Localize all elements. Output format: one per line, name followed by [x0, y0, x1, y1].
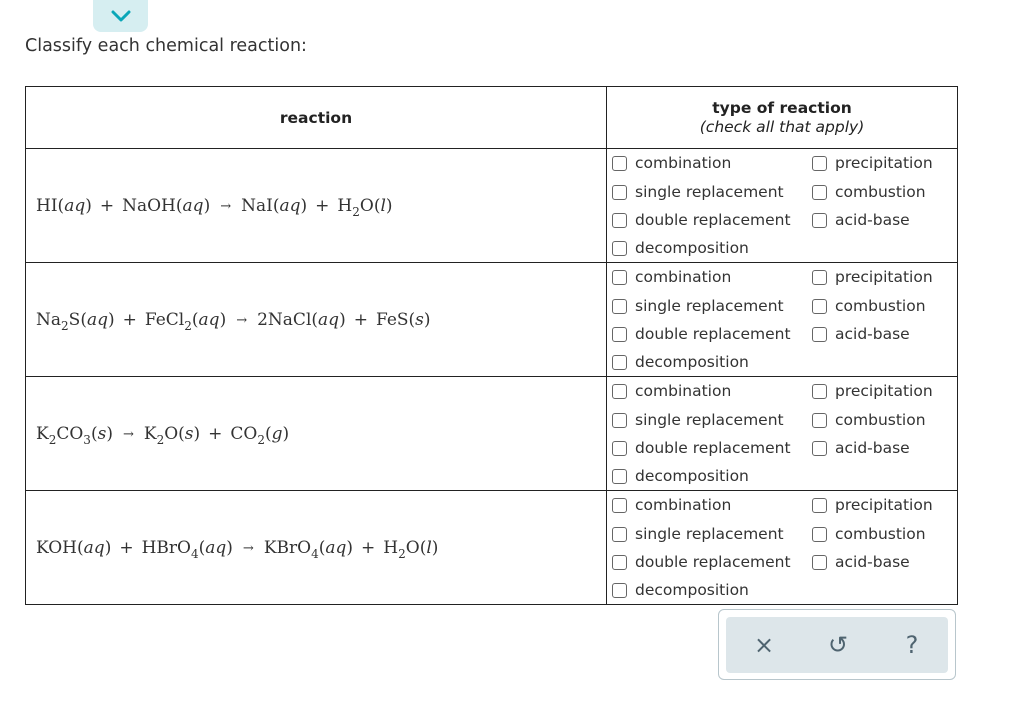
option-label: combination: [635, 268, 732, 286]
reaction-header: reaction: [26, 87, 607, 149]
phase-label: aq: [86, 309, 108, 330]
reaction-type-options: [607, 491, 958, 605]
plus-sign: +: [353, 309, 368, 330]
option-decomposition[interactable]: [612, 466, 749, 486]
checkbox-single-replacement[interactable]: [612, 185, 627, 200]
species: HBrO$_4$(aq): [141, 537, 233, 561]
option-double-replacement[interactable]: [612, 210, 791, 230]
option-label: precipitation: [835, 268, 933, 286]
option-label: acid-base: [835, 439, 910, 457]
formula-text: HI: [36, 195, 58, 216]
formula-subscript: 2: [352, 204, 360, 219]
formula-text: O: [359, 195, 374, 216]
checkbox-acid-base[interactable]: [812, 555, 827, 570]
checkbox-precipitation[interactable]: [812, 384, 827, 399]
question-prompt: Classify each chemical reaction:: [25, 36, 307, 56]
checkbox-acid-base[interactable]: [812, 213, 827, 228]
option-label: combustion: [835, 525, 926, 543]
reaction-equation: [26, 149, 607, 263]
plus-sign: +: [122, 309, 137, 330]
option-label: combustion: [835, 183, 926, 201]
species: NaI(aq): [241, 195, 308, 216]
checkbox-combination[interactable]: [612, 498, 627, 513]
answer-toolbar: [718, 609, 956, 680]
reaction-row-1: [26, 149, 958, 263]
phase-label: l: [426, 537, 432, 558]
plus-sign: +: [99, 195, 115, 216]
option-decomposition[interactable]: [612, 352, 749, 372]
formula-text: S: [68, 309, 81, 330]
formula-text: NaI: [241, 195, 273, 216]
checkbox-double-replacement[interactable]: [612, 327, 627, 342]
checkbox-single-replacement[interactable]: [612, 527, 627, 542]
option-label: single replacement: [635, 183, 784, 201]
reaction-type-options: [607, 263, 958, 377]
option-label: combination: [635, 496, 732, 514]
option-acid-base[interactable]: [812, 324, 910, 344]
option-label: acid-base: [835, 325, 910, 343]
phase-label: aq: [182, 195, 204, 216]
option-label: single replacement: [635, 297, 784, 315]
formula-subscript: 2: [398, 546, 406, 561]
option-label: double replacement: [635, 553, 791, 571]
reaction-arrow: →: [242, 540, 254, 556]
phase-label: aq: [205, 537, 227, 558]
option-label: combination: [635, 382, 732, 400]
formula-text: H: [383, 537, 399, 558]
checkbox-precipitation[interactable]: [812, 498, 827, 513]
checkbox-combustion[interactable]: [812, 299, 827, 314]
phase-label: aq: [325, 537, 347, 558]
checkbox-double-replacement[interactable]: [612, 441, 627, 456]
option-label: single replacement: [635, 411, 784, 429]
formula-text: Na: [36, 309, 62, 330]
reaction-arrow: →: [122, 426, 134, 442]
checkbox-acid-base[interactable]: [812, 441, 827, 456]
option-label: acid-base: [835, 211, 910, 229]
option-label: combustion: [835, 297, 926, 315]
help-button[interactable]: [882, 617, 942, 673]
checkbox-double-replacement[interactable]: [612, 213, 627, 228]
option-combustion[interactable]: [812, 182, 926, 202]
option-label: combination: [635, 154, 732, 172]
option-single-replacement[interactable]: [612, 410, 784, 430]
option-precipitation[interactable]: [812, 267, 933, 287]
option-label: double replacement: [635, 211, 791, 229]
option-combination[interactable]: [612, 381, 731, 401]
checkbox-decomposition[interactable]: [612, 241, 627, 256]
option-label: decomposition: [635, 467, 749, 485]
species: KBrO$_4$(aq): [263, 537, 354, 561]
option-label: acid-base: [835, 553, 910, 571]
phase-label: aq: [64, 195, 86, 216]
checkbox-precipitation[interactable]: [812, 270, 827, 285]
formula-text: HBrO: [141, 537, 191, 558]
option-single-replacement[interactable]: [612, 524, 784, 544]
undo-button[interactable]: [808, 617, 868, 673]
option-label: decomposition: [635, 239, 749, 257]
reaction-table: [25, 86, 958, 605]
formula-text: K: [143, 423, 157, 444]
option-combination[interactable]: [612, 267, 731, 287]
reaction-type-options: [607, 149, 958, 263]
reaction-row-2: [26, 263, 958, 377]
reaction-row-3: [26, 377, 958, 491]
checkbox-combination[interactable]: [612, 384, 627, 399]
option-label: decomposition: [635, 581, 749, 599]
reaction-equation: [26, 263, 607, 377]
type-header: [607, 87, 958, 149]
formula-text: FeCl: [144, 309, 185, 330]
checkbox-decomposition[interactable]: [612, 469, 627, 484]
formula-subscript: 2: [184, 318, 192, 333]
checkbox-combustion[interactable]: [812, 527, 827, 542]
checkbox-single-replacement[interactable]: [612, 413, 627, 428]
option-combination[interactable]: [612, 153, 731, 173]
checkbox-combustion[interactable]: [812, 413, 827, 428]
option-double-replacement[interactable]: [612, 438, 791, 458]
option-label: combustion: [835, 411, 926, 429]
formula-text: KOH: [36, 537, 78, 558]
checkbox-combustion[interactable]: [812, 185, 827, 200]
option-combination[interactable]: [612, 495, 731, 515]
type-header-title: type of reaction: [712, 99, 852, 117]
species: HI(aq): [36, 195, 92, 216]
option-combustion[interactable]: [812, 410, 926, 430]
formula-text: CO: [230, 423, 258, 444]
option-precipitation[interactable]: [812, 381, 933, 401]
option-double-replacement[interactable]: [612, 324, 791, 344]
formula-text: FeS: [375, 309, 409, 330]
option-single-replacement[interactable]: [612, 296, 784, 316]
species: $H_2O(l)$: [337, 195, 393, 219]
help-icon: ?: [905, 631, 919, 659]
reaction-arrow: →: [220, 198, 232, 214]
reaction-arrow: →: [236, 312, 248, 328]
option-precipitation[interactable]: [812, 495, 933, 515]
option-label: single replacement: [635, 525, 784, 543]
toolbar-panel: [726, 617, 948, 673]
species: KOH(aq): [36, 537, 112, 558]
species: NaOH(aq): [122, 195, 211, 216]
formula-text: K: [36, 423, 49, 444]
option-combustion[interactable]: [812, 296, 926, 316]
checkbox-single-replacement[interactable]: [612, 299, 627, 314]
option-label: decomposition: [635, 353, 749, 371]
option-acid-base[interactable]: [812, 438, 910, 458]
formula-text: 2NaCl: [257, 309, 312, 330]
phase-label: l: [380, 195, 386, 216]
plus-sign: +: [119, 537, 134, 558]
formula-text: NaOH: [122, 195, 176, 216]
close-icon: ×: [753, 631, 775, 659]
option-combustion[interactable]: [812, 524, 926, 544]
formula-subscript: 4: [190, 546, 199, 561]
checkbox-decomposition[interactable]: [612, 583, 627, 598]
reaction-type-options: [607, 377, 958, 491]
option-label: double replacement: [635, 325, 791, 343]
species: $K_2CO_3(s)$: [36, 423, 113, 447]
collapse-toggle[interactable]: [93, 0, 148, 32]
checkbox-decomposition[interactable]: [612, 355, 627, 370]
species: $K_2O(s)$: [143, 423, 201, 447]
checkbox-acid-base[interactable]: [812, 327, 827, 342]
checkbox-combination[interactable]: [612, 156, 627, 171]
option-double-replacement[interactable]: [612, 552, 791, 572]
formula-subscript: 2: [61, 318, 69, 333]
species: $CO_2(g)$: [230, 423, 290, 447]
species: FeCl$_2$(aq): [144, 309, 227, 333]
phase-label: g: [271, 423, 283, 444]
formula-subscript: 3: [83, 432, 91, 447]
chevron-down-icon: [110, 9, 132, 23]
option-label: precipitation: [835, 382, 933, 400]
species: FeS(s): [375, 309, 431, 330]
formula-text: O: [405, 537, 420, 558]
clear-button[interactable]: [734, 617, 794, 673]
species: $Na_2S(aq)$: [36, 309, 115, 333]
formula-text: CO: [56, 423, 84, 444]
phase-label: aq: [318, 309, 340, 330]
plus-sign: +: [208, 423, 223, 444]
reaction-row-4: [26, 491, 958, 605]
option-decomposition[interactable]: [612, 238, 749, 258]
species: 2NaCl(aq): [257, 309, 346, 330]
plus-sign: +: [361, 537, 376, 558]
checkbox-precipitation[interactable]: [812, 156, 827, 171]
option-acid-base[interactable]: [812, 552, 910, 572]
formula-subscript: 2: [257, 432, 265, 447]
phase-label: s: [184, 423, 194, 444]
checkbox-combination[interactable]: [612, 270, 627, 285]
undo-icon: ↺: [827, 631, 849, 659]
option-decomposition[interactable]: [612, 580, 749, 600]
plus-sign: +: [315, 195, 330, 216]
option-precipitation[interactable]: [812, 153, 933, 173]
type-header-subtitle: (check all that apply): [699, 118, 865, 136]
phase-label: s: [415, 309, 424, 330]
reaction-equation: [26, 491, 607, 605]
species: $H_2O(l)$: [383, 537, 439, 561]
phase-label: aq: [83, 537, 105, 558]
formula-subscript: 4: [311, 546, 319, 561]
reaction-equation: [26, 377, 607, 491]
option-acid-base[interactable]: [812, 210, 910, 230]
phase-label: s: [97, 423, 107, 444]
checkbox-double-replacement[interactable]: [612, 555, 627, 570]
option-single-replacement[interactable]: [612, 182, 784, 202]
formula-text: KBrO: [263, 537, 312, 558]
formula-subscript: 2: [156, 432, 165, 447]
formula-text: H: [337, 195, 353, 216]
option-label: double replacement: [635, 439, 791, 457]
formula-text: O: [164, 423, 179, 444]
formula-subscript: 2: [48, 432, 57, 447]
phase-label: aq: [279, 195, 301, 216]
option-label: precipitation: [835, 496, 933, 514]
phase-label: aq: [198, 309, 220, 330]
option-label: precipitation: [835, 154, 933, 172]
